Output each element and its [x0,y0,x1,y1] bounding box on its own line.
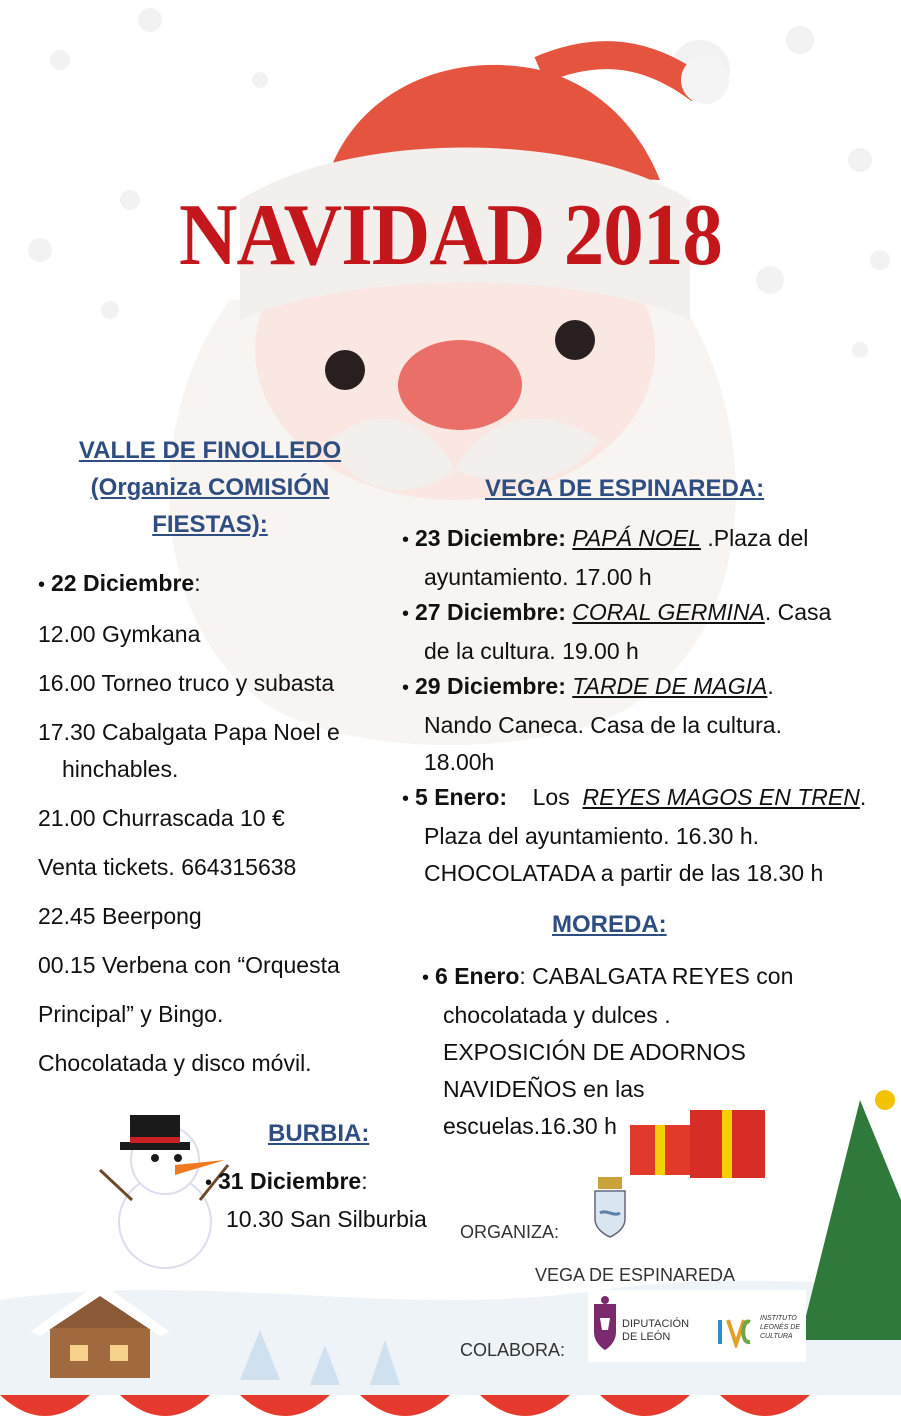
list-item: 21.00 Churrascada 10 € [38,805,285,831]
finolledo-date: • 22 Diciembre: [38,565,398,604]
burbia-item: 10.30 San Silburbia [226,1206,427,1232]
colabora-label: COLABORA: [460,1340,566,1360]
burbia-heading: BURBIA: [268,1120,370,1147]
instituto-logo-text: INSTITUTO LEONÉS DE CULTURA [760,1315,801,1340]
list-item: 00.15 Verbena con “Orquesta [38,952,340,978]
organiza-name: VEGA DE ESPINAREDA [535,1265,736,1285]
list-item: 16.00 Torneo truco y subasta [38,670,335,696]
list-item: 17.30 Cabalgata Papa Noel e [38,719,340,745]
finolledo-heading [55,432,365,543]
vega-event: • 5 Enero: Los REYES MAGOS EN TREN. Plaza del ayuntamiento. 16.30 h. CHOCOLATADA a partir de las 18.30 h [402,779,872,892]
list-item: Principal” y Bingo. [38,1001,224,1027]
list-item: 22.45 Beerpong [38,903,202,929]
vega-heading: VEGA DE ESPINAREDA: [485,475,765,502]
moreda-heading: MOREDA: [552,911,667,938]
instituto-logo-icon [716,1316,752,1348]
diputacion-logo-text: DIPUTACIÓN DE LEÓN [622,1318,690,1343]
list-item: 12.00 Gymkana [38,621,201,647]
finolledo-heading-line: (Organiza COMISIÓN [90,474,330,501]
moreda-event: • 6 Enero: CABALGATA REYES con chocolatada y dulces . EXPOSICIÓN DE ADORNOS NAVIDEÑOS en las escuelas.16.30 h [422,958,842,1145]
list-item: Venta tickets. 664315638 [38,854,297,880]
vega-event: • 23 Diciembre: PAPÁ NOEL .Plaza del ayuntamiento. 17.00 h [402,520,872,596]
list-item: hinchables. [62,756,179,782]
organiza-label: ORGANIZA: [460,1222,560,1242]
sponsor-logos [588,1290,806,1362]
list-item: Chocolatada y disco móvil. [38,1050,312,1076]
finolledo-heading-line: VALLE DE FINOLLEDO [78,437,342,464]
finolledo-events [38,565,398,1082]
vega-event: • 27 Diciembre: CORAL GERMINA. Casa de la cultura. 19.00 h [402,594,872,670]
finolledo-heading-line: FIESTAS): [152,511,268,538]
diputacion-shield-icon [592,1296,618,1354]
vega-coat-of-arms-icon [592,1175,628,1241]
page-title: NAVIDAD 2018 [178,187,723,284]
vega-event: • 29 Diciembre: TARDE DE MAGIA. Nando Caneca. Casa de la cultura. 18.00h [402,668,872,781]
burbia-date: • 31 Diciembre: [205,1163,368,1202]
